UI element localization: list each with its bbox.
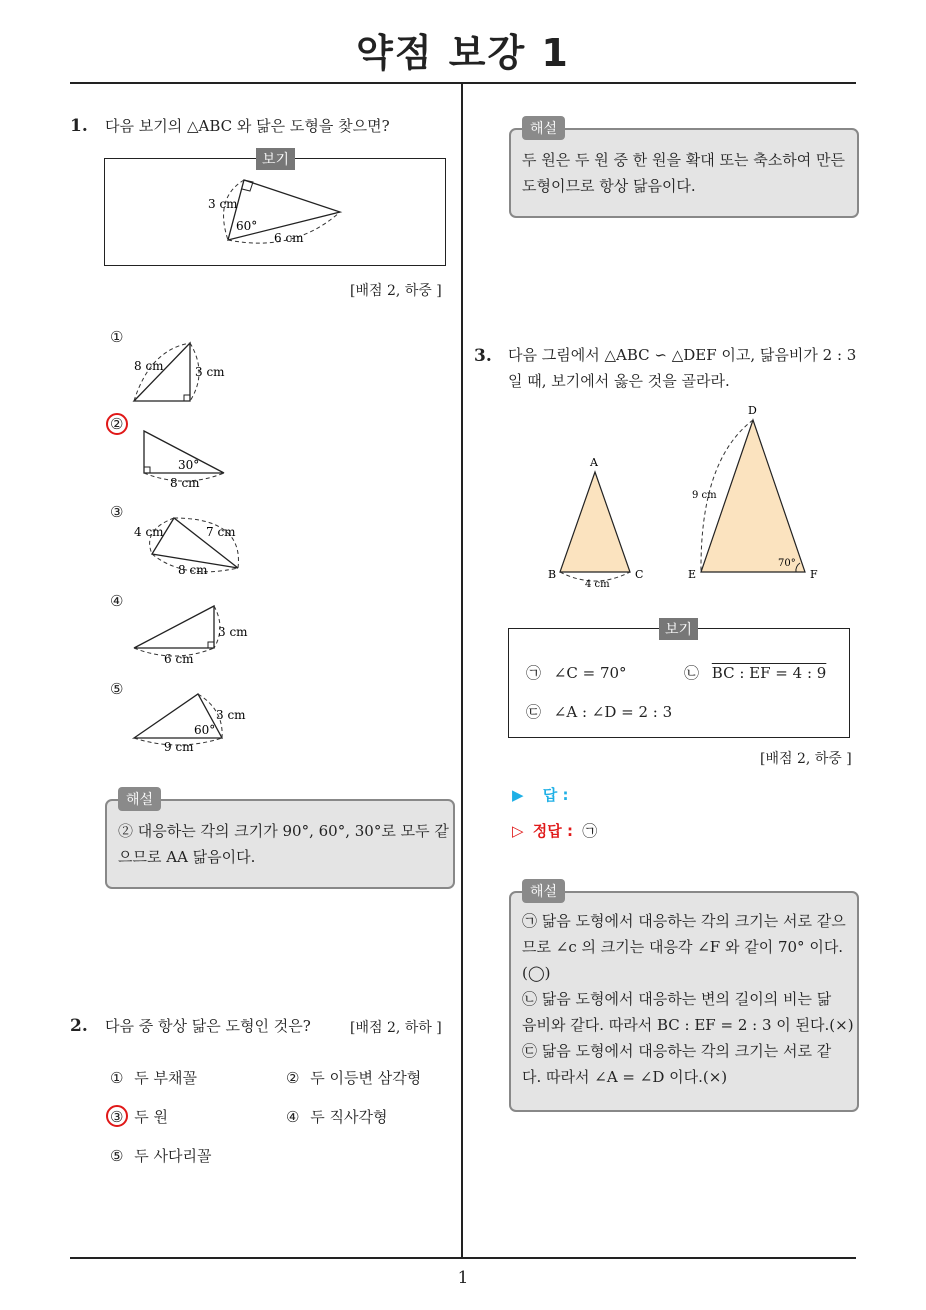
top-rule <box>70 82 856 84</box>
q3-choice-1-mark: ㉠ <box>526 664 542 682</box>
q1-opt4-label-b: 6 cm <box>164 652 194 666</box>
q1-opt5-label-c: 9 cm <box>164 740 194 754</box>
q1-ref-side-a: 3 cm <box>208 197 238 211</box>
q1-opt2-label-b: 8 cm <box>170 476 200 490</box>
q2-option-2[interactable] <box>286 1067 421 1088</box>
q3-explanation-line-3: (◯) <box>522 964 551 982</box>
q3-explanation-line-2: 므로 ∠c 의 크기는 대응각 ∠F 와 같이 70° 이다. <box>522 938 844 956</box>
q1-reference-triangle <box>104 158 446 266</box>
q3-label-de: 9 cm <box>692 490 717 501</box>
q1-text: 다음 보기의 △ABC 와 닮은 도형을 찾으면? <box>105 117 390 135</box>
q3-similar-triangles-figure <box>540 400 840 590</box>
q3-explanation-line-5: 음비와 같다. 따라서 BC : EF = 2 : 3 이 된다.(×) <box>522 1016 854 1034</box>
q1-option-2-mark[interactable]: ② <box>110 415 124 433</box>
bottom-rule <box>70 1257 856 1259</box>
q1-option-1-figure[interactable] <box>120 338 230 408</box>
q3-label-A: A <box>590 456 598 469</box>
q1-opt1-label-a: 8 cm <box>134 359 164 373</box>
q2-option-4[interactable] <box>286 1106 387 1127</box>
q1-opt3-label-b: 7 cm <box>206 525 236 539</box>
q2-option-2-mark: ② <box>286 1069 300 1087</box>
q2-number: 2. <box>70 1016 88 1036</box>
q3-choice-3-mark: ㉢ <box>526 703 542 721</box>
q3-explanation-line-6: ㉢ 닮음 도형에서 대응하는 각의 크기는 서로 같 <box>522 1042 832 1060</box>
q2-option-5-text: 두 사다리꼴 <box>134 1147 212 1165</box>
q1-opt2-label-a: 30° <box>178 458 200 472</box>
q3-answer-row[interactable] <box>512 784 569 805</box>
q3-label-angle-f: 70° <box>778 558 796 569</box>
q2-score: [배점 2, 하하 ] <box>350 1020 442 1036</box>
q1-explanation-line-1: ② 대응하는 각의 크기가 90°, 60°, 30°로 모두 같 <box>118 822 449 840</box>
q3-choice-2[interactable] <box>684 662 826 683</box>
q1-ref-side-b: 6 cm <box>274 231 304 245</box>
q3-explanation-label: 해설 <box>522 879 565 903</box>
q2-explanation-line-1: 두 원은 두 원 중 한 원을 확대 또는 축소하여 만든 <box>522 151 845 169</box>
q1-opt3-label-a: 4 cm <box>134 525 164 539</box>
q2-option-5-mark: ⑤ <box>110 1147 124 1165</box>
q1-option-4-figure[interactable] <box>124 598 249 668</box>
q1-option-2-figure[interactable] <box>130 425 240 495</box>
page-title: 약점 보강 1 <box>356 31 570 75</box>
q3-explanation-line-4: ㉡ 닮음 도형에서 대응하는 변의 길이의 비는 닮 <box>522 990 832 1008</box>
q1-option-5-mark[interactable]: ⑤ <box>110 680 124 698</box>
q3-text-line-2: 일 때, 보기에서 옳은 것을 골라라. <box>508 372 730 390</box>
q1-option-1-mark[interactable]: ① <box>110 328 124 346</box>
q2-option-4-mark: ④ <box>286 1108 300 1126</box>
q3-correct-row <box>512 820 597 841</box>
q2-explanation-line-2: 도형이므로 항상 닮음이다. <box>522 177 696 195</box>
q3-choice-1[interactable] <box>526 662 627 683</box>
q3-text-line-1: 다음 그림에서 △ABC ∽ △DEF 이고, 닮음비가 2 : 3 <box>508 346 857 364</box>
q1-opt3-label-c: 8 cm <box>178 563 208 577</box>
q3-label-C: C <box>635 568 644 581</box>
q2-option-3-mark: ③ <box>110 1108 124 1126</box>
q1-opt4-label-a: 3 cm <box>218 625 248 639</box>
q2-option-3-text: 두 원 <box>134 1108 168 1126</box>
q2-text: 다음 중 항상 닮은 도형인 것은? <box>105 1017 311 1035</box>
q3-choice-2-mark: ㉡ <box>684 664 700 682</box>
q1-ref-angle: 60° <box>236 219 258 233</box>
q3-choice-3-text: ∠A : ∠D = 2 : 3 <box>553 703 673 721</box>
q3-choice-1-text: ∠C = 70° <box>553 664 627 682</box>
q1-number: 1. <box>70 116 88 136</box>
q2-explanation-label: 해설 <box>522 116 565 140</box>
q3-explanation-line-7: 다. 따라서 ∠A = ∠D 이다.(×) <box>522 1068 728 1086</box>
q2-option-4-text: 두 직사각형 <box>310 1108 388 1126</box>
q1-opt5-label-a: 3 cm <box>216 708 246 722</box>
q3-choice-3[interactable] <box>526 701 672 722</box>
q3-number: 3. <box>474 346 492 366</box>
q1-opt1-label-b: 3 cm <box>195 365 225 379</box>
q2-option-1-mark: ① <box>110 1069 124 1087</box>
column-divider <box>461 84 463 1258</box>
q3-correct-label: 정답 : <box>532 822 573 840</box>
q1-option-4-mark[interactable]: ④ <box>110 592 124 610</box>
q1-opt5-label-b: 60° <box>194 723 216 737</box>
q3-label-D: D <box>748 404 757 417</box>
q1-explanation-label: 해설 <box>118 787 161 811</box>
q1-score: [배점 2, 하중 ] <box>350 283 442 299</box>
q1-option-3-figure[interactable] <box>124 510 249 580</box>
q2-option-1[interactable] <box>110 1067 197 1088</box>
q3-explanation-line-1: ㉠ 닮음 도형에서 대응하는 각의 크기는 서로 같으 <box>522 912 846 930</box>
q3-correct-value: ㉠ <box>582 822 598 840</box>
q2-option-1-text: 두 부채꼴 <box>134 1069 197 1087</box>
q3-label-E: E <box>688 568 697 581</box>
q3-label-B: B <box>548 568 557 581</box>
q2-option-2-text: 두 이등변 삼각형 <box>310 1069 422 1087</box>
q2-option-5[interactable] <box>110 1145 211 1166</box>
q1-option-5-figure[interactable] <box>124 686 249 756</box>
q3-answer-label: 답 : <box>542 786 569 804</box>
q3-label-F: F <box>810 568 818 581</box>
q2-option-3[interactable] <box>110 1106 168 1127</box>
q3-score: [배점 2, 하중 ] <box>760 751 852 767</box>
q1-option-3-mark[interactable]: ③ <box>110 503 124 521</box>
q3-bogi-label: 보기 <box>659 618 698 640</box>
q3-choice-2-text: BC : EF = 4 : 9 <box>711 664 827 682</box>
q1-explanation-line-2: 으므로 AA 닮음이다. <box>118 848 256 866</box>
q3-label-bc: 4 cm <box>585 579 610 590</box>
play-triangle-icon: ▶ <box>512 786 524 804</box>
q1-bogi-label: 보기 <box>256 148 295 170</box>
page-number: 1 <box>457 1268 469 1288</box>
outline-triangle-icon: ▷ <box>512 822 524 840</box>
